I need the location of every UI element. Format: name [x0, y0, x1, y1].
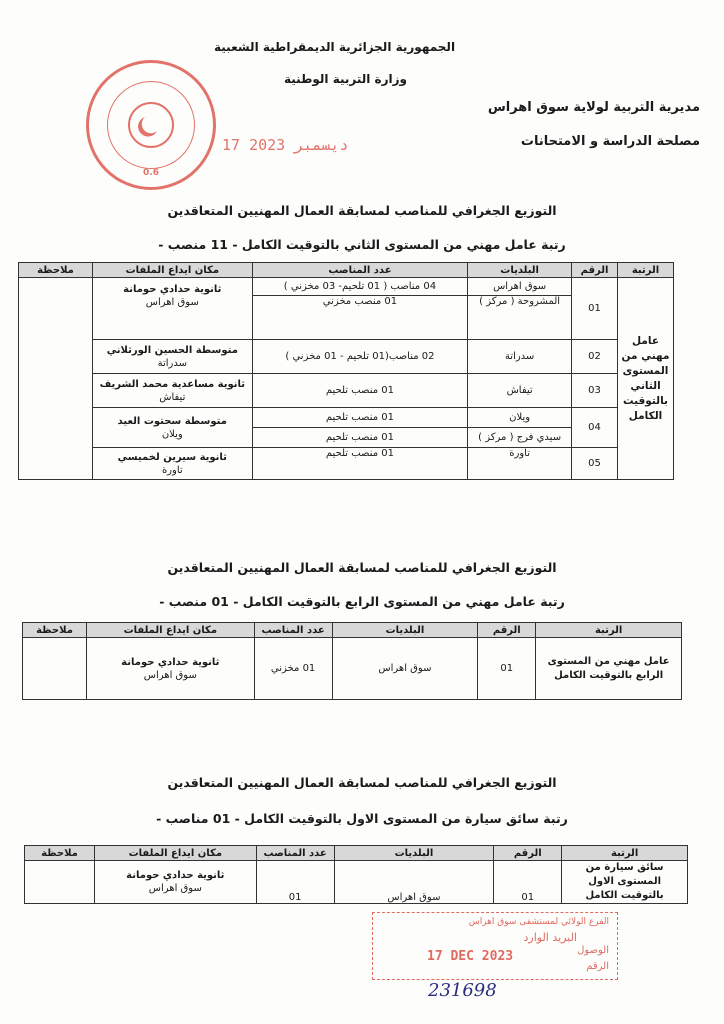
- place-city: سدراتة: [157, 357, 187, 369]
- place-name: ثانوية حدادي حومانة: [123, 283, 222, 295]
- row-commune: سوق اهراس: [334, 861, 494, 904]
- notes-cell: [23, 638, 87, 700]
- place-name: ثانوية حدادي حومانة: [121, 656, 220, 668]
- row-posts: 01: [256, 861, 334, 904]
- place-name: ثانوية حدادي حومانة: [126, 870, 225, 881]
- section1-title: التوزيع الجغرافي للمناصب لمسابقة العمال المهنيين المتعاقدين: [167, 203, 557, 218]
- row-number: 01: [494, 861, 562, 904]
- section3-subtitle: رتبة سائق سيارة من المستوى الاول بالتوقيت الكامل - 01 مناصب -: [156, 811, 568, 826]
- section2-title: التوزيع الجغرافي للمناصب لمسابقة العمال المهنيين المتعاقدين: [167, 560, 557, 575]
- row-posts: 01 منصب تلحيم: [252, 408, 468, 428]
- row-posts: 01 منصب مخزني: [252, 296, 468, 340]
- row-number: 05: [572, 448, 618, 480]
- notes-cell: [25, 861, 95, 904]
- row-commune: سوق اهراس: [332, 638, 478, 700]
- reception-stamp: [372, 912, 618, 980]
- row-commune: تاورة: [468, 448, 572, 480]
- section1-subtitle: رتبة عامل مهني من المستوى الثاني بالتوقيت الكامل - 11 منصب -: [158, 237, 566, 252]
- row-number: 03: [572, 374, 618, 408]
- table-row: [19, 278, 674, 296]
- header-communes: البلديات: [332, 623, 478, 638]
- header-number: الرقم: [494, 846, 562, 861]
- section3-table: [24, 845, 688, 904]
- place-name: متوسطة الحسين الورثلاني: [106, 344, 238, 356]
- row-place: [92, 448, 252, 480]
- row-posts: 02 مناصب(01 تلحيم - 01 مخزني ): [252, 340, 468, 374]
- row-place: [92, 374, 252, 408]
- header-deposit-place: مكان ايداع الملفات: [92, 263, 252, 278]
- section2-table: [22, 622, 682, 700]
- place-city: سوق اهراس: [148, 883, 202, 894]
- header-rank: الرتبة: [536, 623, 682, 638]
- date-stamp: 17 ديسمبر 2023: [222, 136, 349, 154]
- row-place: [86, 638, 254, 700]
- place-name: ثانوية سيرين لخميسي: [117, 451, 227, 463]
- header-deposit-place: مكان ايداع الملفات: [86, 623, 254, 638]
- table-header-row: [25, 846, 688, 861]
- section3-title: التوزيع الجغرافي للمناصب لمسابقة العمال المهنيين المتعاقدين: [167, 775, 557, 790]
- row-commune: سوق اهراس: [468, 278, 572, 296]
- row-posts: 01 منصب تلحيم: [252, 374, 468, 408]
- row-number: 01: [478, 638, 536, 700]
- row-place: [92, 340, 252, 374]
- service-title: مصلحة الدراسة و الامتحانات: [520, 134, 700, 149]
- place-city: تيفاش: [159, 391, 186, 403]
- place-city: سوق اهراس: [145, 296, 199, 308]
- row-number: 04: [572, 408, 618, 448]
- place-name: متوسطة سحتوت العيد: [117, 415, 227, 427]
- row-commune: سدراتة: [468, 340, 572, 374]
- place-city: سوق اهراس: [143, 669, 197, 681]
- row-place: [94, 861, 256, 904]
- place-city: ويلان: [161, 428, 183, 440]
- row-place: [92, 408, 252, 448]
- table-row: [19, 408, 674, 428]
- header-rank: الرتبة: [618, 263, 674, 278]
- handwritten-number: 231698: [428, 980, 497, 1001]
- header-number: الرقم: [478, 623, 536, 638]
- row-commune: ويلان: [468, 408, 572, 428]
- table-header-row: [19, 263, 674, 278]
- header-communes: البلديات: [468, 263, 572, 278]
- header-notes: ملاحظة: [23, 623, 87, 638]
- row-posts: 01 مخزني: [254, 638, 332, 700]
- header-posts: عدد المناصب: [252, 263, 468, 278]
- ministry-title: وزارة التربية الوطنية: [284, 72, 408, 86]
- header-posts: عدد المناصب: [254, 623, 332, 638]
- section1-table: [18, 262, 674, 480]
- row-number: 01: [572, 278, 618, 340]
- header-notes: ملاحظة: [19, 263, 93, 278]
- place-city: تاورة: [161, 464, 183, 476]
- table-row: [19, 340, 674, 374]
- header-number: الرقم: [572, 263, 618, 278]
- republic-title: الجمهورية الجزائرية الديمقراطية الشعبية: [214, 40, 456, 54]
- header-notes: ملاحظة: [25, 846, 95, 861]
- row-commune: المشروحة ( مركز ): [468, 296, 572, 340]
- table-row: [25, 861, 688, 904]
- header-communes: البلديات: [334, 846, 494, 861]
- header-deposit-place: مكان ايداع الملفات: [94, 846, 256, 861]
- row-commune: سيدي فرج ( مركز ): [468, 428, 572, 448]
- row-place: [92, 278, 252, 340]
- table-header-row: [23, 623, 682, 638]
- place-name: ثانوية مساعدية محمد الشريف: [99, 378, 246, 390]
- table-row: [23, 638, 682, 700]
- notes-cell: [19, 278, 93, 480]
- section2-subtitle: رتبة عامل مهني من المستوى الرابع بالتوقيت الكامل - 01 منصب -: [159, 594, 565, 609]
- table-row: [19, 374, 674, 408]
- official-seal: [86, 60, 216, 190]
- row-commune: تيفاش: [468, 374, 572, 408]
- rank-cell: سائق سيارة من المستوى الاول بالتوقيت الكامل: [562, 861, 688, 904]
- row-posts: 04 مناصب ( 01 تلحيم- 03 مخزني ): [252, 278, 468, 296]
- header-rank: الرتبة: [562, 846, 688, 861]
- reception-number-label: الرقم: [586, 961, 609, 972]
- rank-cell: عامل مهني من المستوى الثاني بالتوقيت الكامل: [618, 278, 674, 480]
- seal-code: 0.6: [143, 168, 159, 178]
- reception-mail: البريد الوارد: [523, 931, 577, 944]
- header-posts: عدد المناصب: [256, 846, 334, 861]
- reception-arrival: الوصول: [577, 945, 609, 956]
- directorate-title: مديرية التربية لولاية سوق اهراس: [487, 100, 700, 115]
- rank-cell: عامل مهني من المستوى الرابع بالتوقيت الكامل: [536, 638, 682, 700]
- reception-date: 17 DEC 2023: [427, 949, 514, 964]
- reception-office: الفرع الولائي لمستشفى سوق اهراس: [468, 917, 609, 927]
- row-number: 02: [572, 340, 618, 374]
- table-row: [19, 448, 674, 480]
- row-posts: 01 منصب تلحيم: [252, 428, 468, 448]
- row-posts: 01 منصب تلحيم: [252, 448, 468, 480]
